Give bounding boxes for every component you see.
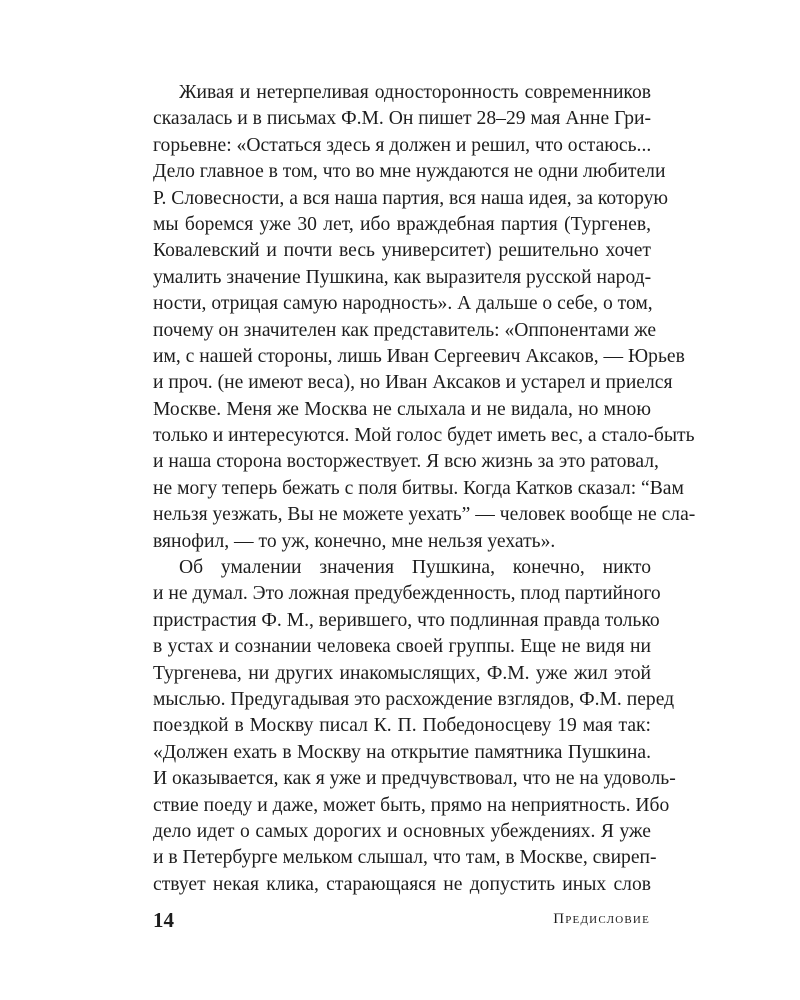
text-line: ности, отрицая самую народность». А дальше о себе, о том, [153, 293, 653, 315]
text-line: Дело главное в том, что во мне нуждаются не одни любители [153, 161, 666, 183]
text-line: нельзя уезжать, Вы не можете уехать” — человек вообще не сла- [153, 504, 696, 526]
text-line: дело идет о самых дорогих и основных убеждениях. Я уже [153, 820, 651, 842]
text-line: пристрастия Ф. М., верившего, что подлинная правда только [153, 609, 660, 631]
text-line: поездкой в Москву писал К. П. Победоносцеву 19 мая так: [153, 715, 651, 737]
text-line: Тургенева, ни других инакомыслящих, Ф.М. уже жил этой [153, 662, 651, 684]
text-line: вянофил, — то уж, конечно, мне нельзя уехать». [153, 530, 556, 552]
text-line: мы боремся уже 30 лет, ибо враждебная партия (Тургенев, [153, 213, 651, 235]
text-line: И оказывается, как я уже и предчувствовал, что не на удоволь- [153, 768, 676, 790]
text-line: Р. Словесности, а вся наша партия, вся наша идея, за которую [153, 187, 669, 209]
text-line: не могу теперь бежать с поля битвы. Когда Катков сказал: “Вам [153, 477, 684, 499]
text-line: умалить значение Пушкина, как выразителя русской народ- [153, 266, 652, 288]
text-line: мыслью. Предугадывая это расхождение взглядов, Ф.М. перед [153, 688, 675, 710]
text-line: и проч. (не имеют веса), но Иван Аксаков и устарел и приелся [153, 372, 673, 394]
text-line: им, с нашей стороны, лишь Иван Сергеевич Аксаков, — Юрьев [153, 345, 685, 367]
text-line: и в Петербурге мельком слышал, что там, в Москве, свиреп- [153, 847, 657, 869]
text-line: Ковалевский и почти весь университет) решительно хочет [153, 240, 651, 262]
running-head: Предисловие [553, 911, 650, 927]
text-line: в устах и сознании человека своей группы. Еще не видя ни [153, 636, 651, 658]
text-line: почему он значителен как представитель: «Оппонентами же [153, 319, 657, 341]
text-line: только и интересуются. Мой голос будет иметь вес, а стало-быть [153, 425, 695, 447]
text-line: Живая и нетерпеливая односторонность современников [179, 82, 651, 103]
text-line: ствие поеду и даже, может быть, прямо на неприятность. Ибо [153, 794, 670, 816]
body-text [153, 80, 696, 898]
text-line: и наша сторона восторжествует. Я всю жизнь за это ратовал, [153, 451, 659, 473]
text-line: горьевне: «Остаться здесь я должен и решил, что остаюсь... [153, 134, 652, 156]
paragraph-2 [153, 555, 676, 898]
page-number: 14 [153, 908, 174, 932]
text-line: и не думал. Это ложная предубежденность, плод партийного [153, 583, 661, 605]
paragraph-1 [153, 80, 696, 555]
text-line: Москве. Меня же Москва не слыхала и не видала, но мною [153, 398, 651, 420]
text-line: «Должен ехать в Москву на открытие памятника Пушкина. [153, 741, 651, 763]
text-line: Об умалении значения Пушкина, конечно, никто [179, 557, 651, 579]
text-line: сказалась и в письмах Ф.М. Он пишет 28–29 мая Анне Гри- [153, 108, 651, 130]
text-line: ствует некая клика, старающаяся не допустить иных слов [153, 873, 651, 895]
